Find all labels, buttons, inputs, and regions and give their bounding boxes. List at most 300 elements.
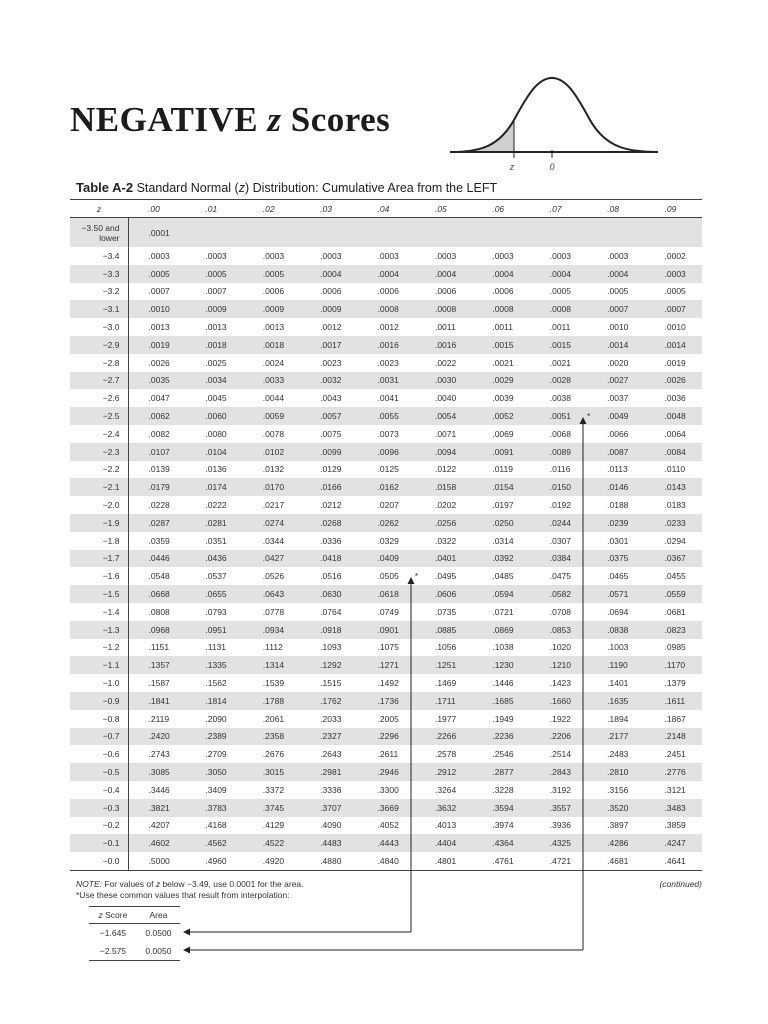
area-cell: .0005 bbox=[243, 265, 300, 283]
area-cell: .3594 bbox=[472, 799, 529, 817]
area-cell: .4325 bbox=[530, 834, 587, 852]
table-row bbox=[70, 354, 702, 372]
area-cell: .0901 bbox=[358, 621, 415, 639]
interp-z-cell: −2.575 bbox=[89, 942, 137, 961]
area-cell: .1056 bbox=[434, 642, 457, 653]
area-cell: .0014 bbox=[645, 336, 702, 354]
z-value-cell: −1.9 bbox=[70, 514, 128, 532]
area-cell: .1867 bbox=[664, 713, 686, 724]
area-cell: .4129 bbox=[262, 820, 285, 831]
area-cell: .2206 bbox=[530, 728, 587, 746]
interpolation-asterisk: * bbox=[587, 411, 591, 422]
z-value-cell: −0.2 bbox=[70, 817, 128, 835]
area-cell: .3085 bbox=[128, 763, 185, 781]
area-cell: .4404 bbox=[415, 834, 472, 852]
interp-header-row bbox=[89, 907, 180, 924]
table-row bbox=[70, 461, 702, 479]
area-cell: .0113 bbox=[607, 464, 628, 475]
z-value-cell: −2.7 bbox=[70, 372, 128, 390]
table-row bbox=[70, 496, 702, 514]
area-cell: .0359 bbox=[148, 535, 170, 546]
interp-row bbox=[89, 942, 180, 961]
area-cell: .0006 bbox=[320, 286, 342, 297]
area-cell: .0107 bbox=[128, 443, 185, 461]
area-cell: .0040 bbox=[434, 393, 457, 404]
page-title bbox=[70, 100, 390, 140]
area-cell: .4880 bbox=[300, 852, 357, 870]
area-cell: .2843 bbox=[530, 763, 587, 781]
table-row bbox=[70, 639, 702, 657]
area-cell: .1660 bbox=[530, 692, 587, 710]
area-cell: .0401 bbox=[415, 550, 472, 568]
area-cell: .4920 bbox=[243, 852, 300, 870]
z-column-header: z bbox=[70, 200, 128, 218]
area-cell: .0655 bbox=[185, 585, 242, 603]
area-cell: .1492 bbox=[377, 678, 399, 689]
area-cell: .0150 bbox=[530, 478, 587, 496]
area-cell: .1922 bbox=[549, 713, 572, 724]
z-value-cell: −3.2 bbox=[70, 283, 128, 301]
area-cell: .4013 bbox=[434, 820, 457, 831]
table-row bbox=[70, 728, 702, 746]
area-cell: .1038 bbox=[492, 642, 514, 653]
title-negative: NEGATIVE bbox=[70, 100, 259, 139]
area-cell: .0005 bbox=[664, 286, 686, 297]
table-row bbox=[70, 692, 702, 710]
area-cell: .0287 bbox=[128, 514, 185, 532]
area-cell: .0013 bbox=[262, 322, 285, 333]
area-cell: .0015 bbox=[530, 336, 587, 354]
table-row bbox=[70, 407, 702, 425]
area-cell: .0010 bbox=[664, 322, 686, 333]
z-value-cell: −0.1 bbox=[70, 834, 128, 852]
interp-area-cell: 0.0050 bbox=[137, 942, 180, 961]
area-cell: .0005 bbox=[549, 286, 572, 297]
area-cell: .1539 bbox=[262, 678, 285, 689]
area-cell: .0026 bbox=[148, 357, 170, 368]
area-cell: .0197 bbox=[492, 500, 514, 511]
column-header: .07 bbox=[530, 200, 587, 218]
area-cell: .0003 bbox=[148, 250, 170, 261]
area-cell: .0013 bbox=[148, 322, 170, 333]
area-cell: .0367 bbox=[645, 550, 702, 568]
area-cell: .1562 bbox=[205, 678, 227, 689]
table-row bbox=[70, 425, 702, 443]
area-cell: .4960 bbox=[185, 852, 242, 870]
area-cell: .4602 bbox=[128, 834, 185, 852]
area-cell: .0016 bbox=[415, 336, 472, 354]
area-cell: .0262 bbox=[358, 514, 415, 532]
area-cell: .4801 bbox=[415, 852, 472, 870]
column-header: .03 bbox=[300, 200, 357, 218]
area-cell: .3372 bbox=[262, 784, 285, 795]
area-cell: .1736 bbox=[358, 692, 415, 710]
area-cell: .0014 bbox=[587, 336, 644, 354]
z-value-cell: −3.3 bbox=[70, 265, 128, 283]
table-row bbox=[70, 781, 702, 799]
z-value-cell: −1.1 bbox=[70, 656, 128, 674]
note-line-2: *Use these common values that result from interpolation: bbox=[76, 890, 290, 900]
table-row bbox=[70, 300, 702, 318]
area-cell: .2005 bbox=[377, 713, 399, 724]
area-cell: .0027 bbox=[587, 372, 644, 390]
area-cell: .0048 bbox=[645, 407, 702, 425]
area-cell: .4286 bbox=[587, 834, 644, 852]
area-cell: .0055 bbox=[358, 407, 415, 425]
z-value-cell: −2.5 bbox=[70, 407, 128, 425]
area-cell: .0307 bbox=[549, 535, 572, 546]
area-cell: .1093 bbox=[320, 642, 342, 653]
table-row bbox=[70, 318, 702, 336]
area-cell: .1515 bbox=[320, 678, 342, 689]
area-cell: .0668 bbox=[128, 585, 185, 603]
area-cell: .0066 bbox=[607, 428, 629, 439]
area-cell: .0104 bbox=[185, 443, 242, 461]
area-cell: .0059 bbox=[243, 407, 300, 425]
area-cell: .0183 bbox=[664, 500, 686, 511]
area-cell: .0143 bbox=[645, 478, 702, 496]
area-cell: .0239 bbox=[587, 514, 644, 532]
area-cell: .0045 bbox=[205, 393, 227, 404]
area-cell: .0001 bbox=[128, 218, 185, 248]
z-value-cell: −1.4 bbox=[70, 603, 128, 621]
area-cell: .2389 bbox=[185, 728, 242, 746]
z-value-cell: −2.8 bbox=[70, 354, 128, 372]
area-cell: .0003 bbox=[645, 265, 702, 283]
table-row bbox=[70, 656, 702, 674]
area-cell: .0244 bbox=[530, 514, 587, 532]
area-cell: .0918 bbox=[300, 621, 357, 639]
area-cell: .0008 bbox=[415, 300, 472, 318]
area-cell: .1685 bbox=[472, 692, 529, 710]
z-value-cell: −3.1 bbox=[70, 300, 128, 318]
area-cell: .1292 bbox=[300, 656, 357, 674]
area-cell: .0007 bbox=[587, 300, 644, 318]
area-cell: .0084 bbox=[645, 443, 702, 461]
area-cell: .1210 bbox=[530, 656, 587, 674]
area-cell: .0166 bbox=[300, 478, 357, 496]
area-cell: .0192 bbox=[549, 500, 572, 511]
area-cell: .0094 bbox=[415, 443, 472, 461]
area-cell: .1020 bbox=[549, 642, 572, 653]
area-cell: .1423 bbox=[549, 678, 572, 689]
area-cell: .0233 bbox=[645, 514, 702, 532]
area-cell: .0582 bbox=[530, 585, 587, 603]
area-cell: .0154 bbox=[472, 478, 529, 496]
area-cell: .2981 bbox=[300, 763, 357, 781]
area-cell: .3936 bbox=[549, 820, 572, 831]
table-row bbox=[70, 478, 702, 496]
area-cell: .4443 bbox=[358, 834, 415, 852]
area-cell: .3897 bbox=[607, 820, 629, 831]
area-cell: .0003 bbox=[607, 250, 629, 261]
area-cell: .4840 bbox=[358, 852, 415, 870]
area-cell: .0853 bbox=[530, 621, 587, 639]
z-value-cell: −0.8 bbox=[70, 710, 128, 728]
area-cell: .0005 bbox=[185, 265, 242, 283]
area-cell: .1977 bbox=[434, 713, 457, 724]
area-cell: .0010 bbox=[607, 322, 629, 333]
area-cell: .2483 bbox=[607, 749, 629, 760]
area-cell: .3632 bbox=[415, 799, 472, 817]
column-header: .04 bbox=[358, 200, 415, 218]
column-header: .06 bbox=[472, 200, 529, 218]
area-cell: .0004 bbox=[472, 265, 529, 283]
z-value-cell: −2.2 bbox=[70, 461, 128, 479]
area-cell: .4207 bbox=[148, 820, 170, 831]
area-cell: .3300 bbox=[377, 784, 399, 795]
area-cell: .2090 bbox=[205, 713, 227, 724]
z-value-cell: −2.9 bbox=[70, 336, 128, 354]
area-cell: .2061 bbox=[262, 713, 285, 724]
column-header: .00 bbox=[128, 200, 185, 218]
area-cell: .0044 bbox=[262, 393, 285, 404]
area-cell: .0069 bbox=[492, 428, 514, 439]
area-cell: .0013 bbox=[205, 322, 227, 333]
area-cell: .1112 bbox=[262, 642, 283, 653]
curve-zero-label: 0 bbox=[549, 162, 555, 172]
area-cell: .2810 bbox=[587, 763, 644, 781]
area-cell: .3015 bbox=[243, 763, 300, 781]
interpolation-table bbox=[89, 906, 180, 961]
area-cell: .0021 bbox=[549, 357, 572, 368]
table-header-row bbox=[70, 200, 702, 218]
area-cell: .0537 bbox=[205, 571, 227, 582]
table-note bbox=[76, 879, 304, 901]
area-cell: .2236 bbox=[472, 728, 529, 746]
area-cell: .0017 bbox=[300, 336, 357, 354]
area-cell: .2578 bbox=[434, 749, 457, 760]
area-cell: .0594 bbox=[472, 585, 529, 603]
column-header: .01 bbox=[185, 200, 242, 218]
area-cell: .0089 bbox=[530, 443, 587, 461]
table-row bbox=[70, 585, 702, 603]
column-header: .05 bbox=[415, 200, 472, 218]
area-cell: .0025 bbox=[205, 357, 227, 368]
area-cell: .1788 bbox=[243, 692, 300, 710]
z-value-cell: −1.3 bbox=[70, 621, 128, 639]
area-cell: .1335 bbox=[185, 656, 242, 674]
area-cell: .2946 bbox=[358, 763, 415, 781]
area-cell: .0179 bbox=[128, 478, 185, 496]
z-value-cell: −0.5 bbox=[70, 763, 128, 781]
area-cell: .0009 bbox=[243, 300, 300, 318]
area-cell: .0217 bbox=[262, 500, 285, 511]
area-cell: .0003 bbox=[320, 250, 342, 261]
area-cell: .1762 bbox=[300, 692, 357, 710]
area-cell: .0071 bbox=[434, 428, 457, 439]
area-cell: .0336 bbox=[320, 535, 342, 546]
table-row bbox=[70, 389, 702, 407]
area-cell: .0099 bbox=[300, 443, 357, 461]
area-cell: .4562 bbox=[185, 834, 242, 852]
area-cell: .2177 bbox=[587, 728, 644, 746]
area-cell: .1357 bbox=[128, 656, 185, 674]
area-cell: .0207 bbox=[377, 500, 399, 511]
area-cell: .4641 bbox=[645, 852, 702, 870]
area-cell: .1379 bbox=[664, 678, 686, 689]
z-value-cell: −0.6 bbox=[70, 745, 128, 763]
area-cell: .0082 bbox=[148, 428, 170, 439]
area-cell: .0838 bbox=[587, 621, 644, 639]
area-cell: .0122 bbox=[434, 464, 457, 475]
area-cell: .0019 bbox=[664, 357, 686, 368]
table-row bbox=[70, 514, 702, 532]
table-row bbox=[70, 763, 702, 781]
area-cell: .0003 bbox=[492, 250, 514, 261]
area-cell: .0643 bbox=[243, 585, 300, 603]
area-cell: .1446 bbox=[492, 678, 514, 689]
table-row bbox=[70, 745, 702, 763]
area-cell: .3121 bbox=[664, 784, 686, 795]
area-cell: .3336 bbox=[320, 784, 342, 795]
area-cell: .3520 bbox=[587, 799, 644, 817]
area-cell: .1230 bbox=[472, 656, 529, 674]
note-line-1: NOTE: For values of z below −3.49, use 0.0001 for the area. bbox=[76, 879, 304, 889]
area-cell: .0268 bbox=[300, 514, 357, 532]
table-caption-text: Standard Normal (z) Distribution: Cumulative Area from the LEFT bbox=[136, 181, 498, 195]
area-cell: .0005 bbox=[607, 286, 629, 297]
area-cell: .0007 bbox=[645, 300, 702, 318]
area-cell: .3264 bbox=[434, 784, 457, 795]
area-cell: .0735 bbox=[434, 606, 457, 617]
area-cell: .0559 bbox=[645, 585, 702, 603]
z-value-cell: −1.5 bbox=[70, 585, 128, 603]
area-cell: .1611 bbox=[645, 692, 702, 710]
area-cell: .0212 bbox=[320, 500, 342, 511]
area-cell: .0188 bbox=[607, 500, 629, 511]
area-cell: .0003 bbox=[205, 250, 227, 261]
area-cell: .0023 bbox=[320, 357, 342, 368]
interp-z-header: z Score bbox=[89, 907, 137, 924]
area-cell: .0455 bbox=[664, 571, 686, 582]
area-cell: .0102 bbox=[243, 443, 300, 461]
area-cell: .0392 bbox=[472, 550, 529, 568]
area-cell: .0694 bbox=[607, 606, 629, 617]
area-cell: .3228 bbox=[492, 784, 514, 795]
area-cell: .0015 bbox=[472, 336, 529, 354]
z-value-cell: −0.3 bbox=[70, 799, 128, 817]
area-cell: .1314 bbox=[243, 656, 300, 674]
area-cell: .2358 bbox=[243, 728, 300, 746]
area-cell: .0125 bbox=[377, 464, 399, 475]
area-cell: .4168 bbox=[205, 820, 227, 831]
area-cell: .0294 bbox=[664, 535, 686, 546]
area-cell: .0409 bbox=[358, 550, 415, 568]
area-cell: .0618 bbox=[358, 585, 415, 603]
area-cell: .1841 bbox=[128, 692, 185, 710]
table-row bbox=[70, 621, 702, 639]
table-row bbox=[70, 799, 702, 817]
area-cell: .0465 bbox=[607, 571, 629, 582]
area-cell: .0375 bbox=[587, 550, 644, 568]
area-cell: .2148 bbox=[645, 728, 702, 746]
area-cell: .0043 bbox=[320, 393, 342, 404]
area-cell: .0222 bbox=[205, 500, 227, 511]
area-cell: .0006 bbox=[262, 286, 285, 297]
area-cell: .0011 bbox=[549, 322, 571, 333]
area-cell: .0505 * bbox=[377, 571, 419, 582]
area-cell: .0060 bbox=[185, 407, 242, 425]
area-cell: .0008 bbox=[472, 300, 529, 318]
area-cell: .0011 bbox=[492, 322, 513, 333]
area-cell: .2296 bbox=[358, 728, 415, 746]
area-cell: .0869 bbox=[472, 621, 529, 639]
area-cell: .0041 bbox=[377, 393, 399, 404]
area-cell: .0047 bbox=[148, 393, 170, 404]
area-cell: .0039 bbox=[492, 393, 514, 404]
area-cell: .0351 bbox=[205, 535, 227, 546]
column-header: .02 bbox=[243, 200, 300, 218]
title-z: z bbox=[267, 100, 282, 139]
area-cell: .4721 bbox=[530, 852, 587, 870]
continued-label: (continued) bbox=[659, 879, 702, 889]
area-cell: .3557 bbox=[530, 799, 587, 817]
area-cell: .0174 bbox=[185, 478, 242, 496]
area-cell: .0006 bbox=[492, 286, 514, 297]
z-value-cell: −3.0 bbox=[70, 318, 128, 336]
area-cell: .0418 bbox=[300, 550, 357, 568]
area-cell: .0002 bbox=[664, 250, 686, 261]
area-cell: .0011 bbox=[434, 322, 456, 333]
area-cell: .0384 bbox=[530, 550, 587, 568]
area-cell: .3192 bbox=[549, 784, 572, 795]
area-cell: .3669 bbox=[358, 799, 415, 817]
area-cell: .0256 bbox=[415, 514, 472, 532]
area-cell: .0019 bbox=[128, 336, 185, 354]
area-cell: .0004 bbox=[587, 265, 644, 283]
area-cell: .0021 bbox=[492, 357, 514, 368]
area-cell: .0885 bbox=[415, 621, 472, 639]
area-cell: .3409 bbox=[205, 784, 227, 795]
area-cell: .4522 bbox=[243, 834, 300, 852]
area-cell: .0052 bbox=[472, 407, 529, 425]
area-cell: .0170 bbox=[243, 478, 300, 496]
table-row bbox=[70, 710, 702, 728]
area-cell: .4761 bbox=[472, 852, 529, 870]
area-cell: .0009 bbox=[300, 300, 357, 318]
table-row bbox=[70, 817, 702, 835]
area-cell: .0146 bbox=[587, 478, 644, 496]
area-cell: .2877 bbox=[472, 763, 529, 781]
area-cell: .2611 bbox=[377, 749, 399, 760]
area-cell: .0344 bbox=[262, 535, 285, 546]
area-cell: .1075 bbox=[377, 642, 399, 653]
table-row bbox=[70, 852, 702, 870]
area-cell: .0038 bbox=[549, 393, 572, 404]
z-value-cell: −1.7 bbox=[70, 550, 128, 568]
area-cell: .0329 bbox=[377, 535, 399, 546]
table-row bbox=[70, 336, 702, 354]
area-cell: .0526 bbox=[262, 571, 285, 582]
area-cell: .0010 bbox=[128, 300, 185, 318]
area-cell: .0823 bbox=[645, 621, 702, 639]
area-cell: .2776 bbox=[645, 763, 702, 781]
z-value-cell: −0.9 bbox=[70, 692, 128, 710]
area-cell: .0035 bbox=[128, 372, 185, 390]
area-cell: .0003 bbox=[549, 250, 572, 261]
area-cell: .3707 bbox=[300, 799, 357, 817]
area-cell: .1131 bbox=[205, 642, 227, 653]
column-header: .08 bbox=[587, 200, 644, 218]
table-caption bbox=[76, 180, 497, 195]
area-cell: .2546 bbox=[492, 749, 514, 760]
z-value-cell: −0.7 bbox=[70, 728, 128, 746]
area-cell: .0068 bbox=[549, 428, 572, 439]
area-cell: .0080 bbox=[205, 428, 227, 439]
z-value-cell: −2.0 bbox=[70, 496, 128, 514]
area-cell: .0764 bbox=[320, 606, 342, 617]
